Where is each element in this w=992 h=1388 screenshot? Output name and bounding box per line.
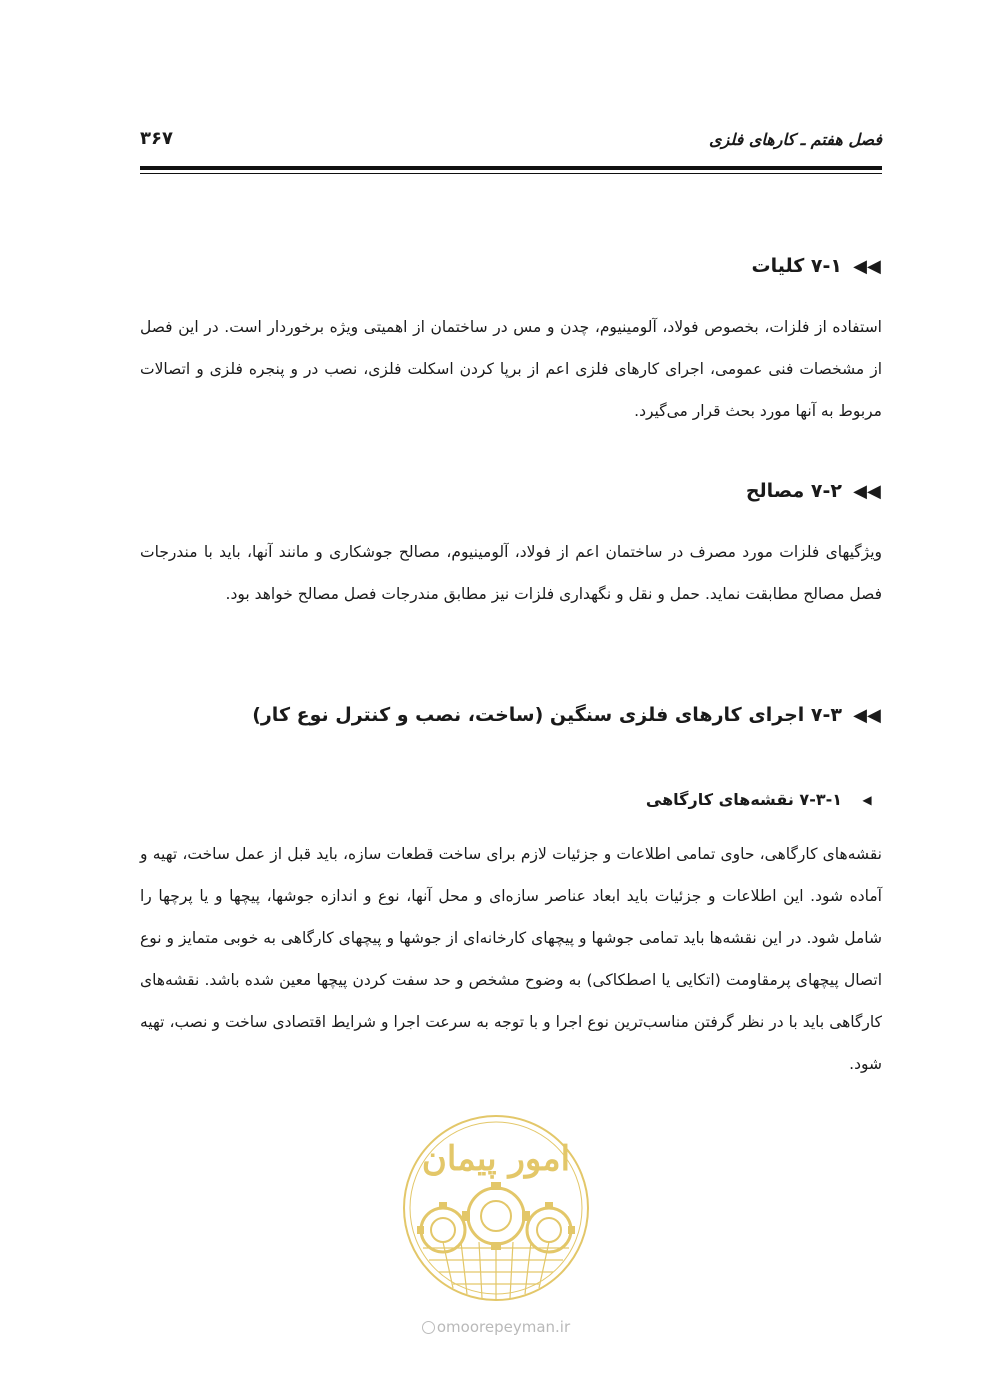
header-rule-thin: [140, 173, 882, 174]
paragraph-general: استفاده از فلزات، بخصوص فولاد، آلومینیوم، چدن و مس در ساختمان از اهمیتی ویژه برخوردار است. در این فصل از مشخصات فنی عمومی، اجرای کارهای فلزی اعم از برپا کردن اسکلت فلزی، نصب در و پنجره فلزی و اتصالات مربوط به آنها مورد بحث قرار می‌گیرد.: [140, 318, 882, 420]
gear-hub: [481, 1201, 511, 1231]
header-rule-thick: [140, 166, 882, 170]
gear-icon: [468, 1188, 524, 1244]
double-arrow-icon: ◀◀: [853, 480, 881, 502]
paragraph-shop-drawings: نقشه‌های کارگاهی، حاوی تمامی اطلاعات و جزئیات لازم برای ساخت قطعات سازه، باید قبل از عمل ساخت، تهیه و آماده شود. این اطلاعات و جزئیات باید ابعاد عناصر سازه‌ای و محل آنها، نوع و اندازه جوشها، پیچها و یا پرچها را شامل شود. در این نقشه‌ها باید تمامی جوشها و پیچهای کارخانه‌ای از جوشها و پیچهای کارگاهی به خوبی متمایز و نوع اتصال پیچهای پرمقاومت (اتکایی یا اصطکاکی) به وضوح مشخص و حد سفت کردن پیچها معین شده باشد. نقشه‌های کارگاهی باید با در نظر گرفتن مناسب‌ترین نوع اجرا و با توجه به سرعت اجرا و شرایط اقتصادی ساخت و نصب، تهیه شود.: [140, 845, 882, 1073]
gear-teeth: [417, 1182, 575, 1250]
paragraph-materials: ویژگیهای فلزات مورد مصرف در ساختمان اعم از فولاد، آلومینیوم، مصالح جوشکاری و مانند آنها، باید با مندرجات فصل مصالح مطابقت نماید. حمل و نقل و نگهداری فلزات نیز مطابق مندرجات فصل مصالح خواهد بود.: [140, 543, 882, 603]
watermark-url: [366, 1318, 626, 1336]
watermark-url-text: omoorepeyman.ir: [436, 1318, 571, 1336]
globe-icon: [422, 1321, 435, 1334]
section-title: ۷-۳ اجرای کارهای فلزی سنگین (ساخت، نصب و کنترل نوع کار): [252, 704, 842, 726]
section-title: ۷-۲ مصالح: [745, 480, 842, 502]
section-title: ۷-۱ کلیات: [751, 255, 842, 277]
arrow-icon: ◀: [862, 792, 872, 807]
watermark-logo: [373, 1108, 619, 1318]
double-arrow-icon: ◀◀: [853, 255, 881, 277]
chapter-title: فصل هفتم ـ کارهای فلزی: [709, 130, 882, 149]
section-heading-materials: [746, 480, 882, 502]
gear-hub: [537, 1218, 561, 1242]
section-heading-general: [752, 255, 883, 277]
gear-icon: [421, 1208, 465, 1252]
subsection-title: ۷-۳-۱ نقشه‌های کارگاهی: [645, 790, 842, 809]
logo-text: امور پیمان: [421, 1139, 571, 1179]
subsection-heading-shop-drawings: [646, 790, 882, 809]
section-heading-heavy-metal-works: [252, 704, 882, 726]
page-header: [140, 128, 882, 158]
gear-icon: [527, 1208, 571, 1252]
double-arrow-icon: ◀◀: [853, 704, 881, 726]
page-number: ۳۶۷: [140, 128, 173, 149]
gear-hub: [431, 1218, 455, 1242]
